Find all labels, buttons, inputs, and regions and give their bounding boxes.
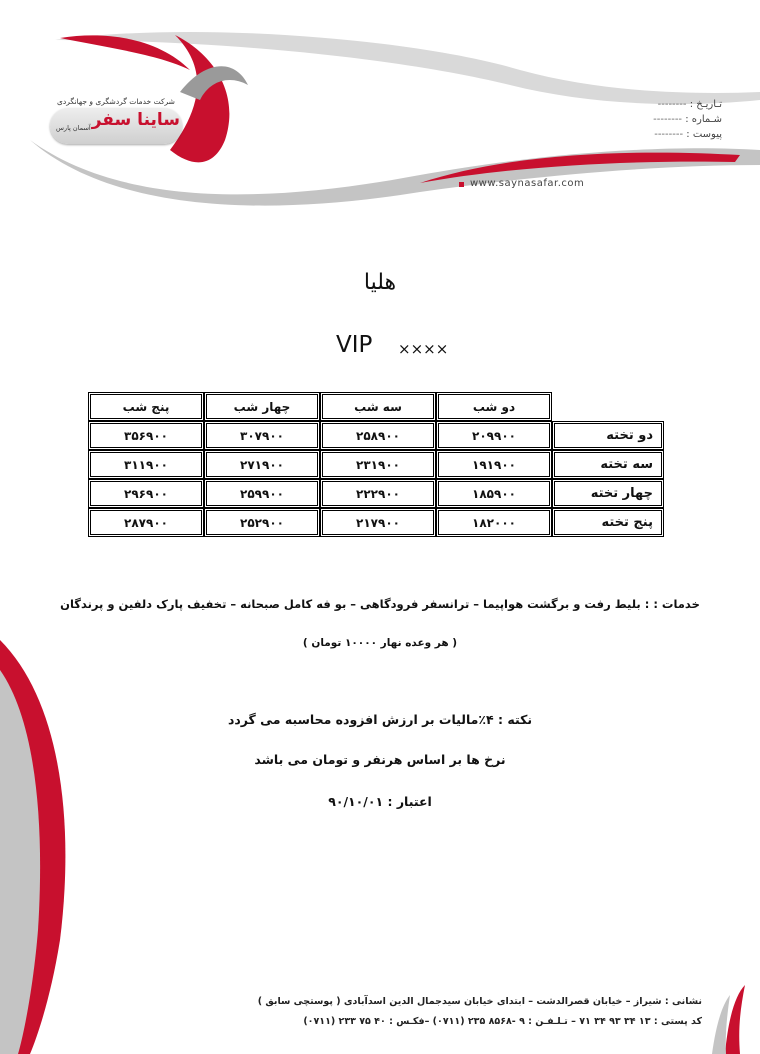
attachment-label: پیوست : xyxy=(686,129,722,140)
number-value: -------- xyxy=(653,114,683,125)
header-gray-swoosh-top xyxy=(55,32,760,104)
vip-label: VIP xyxy=(336,332,373,358)
attachment-value: -------- xyxy=(654,129,684,140)
price-cell: ۳۱۱۹۰۰ xyxy=(88,450,204,479)
number-label: شـماره : xyxy=(685,114,722,125)
tax-note: نکته : ۴٪مالیات بر ارزش افزوده محاسبه می گردد xyxy=(227,712,533,727)
price-cell: ۲۵۸۹۰۰ xyxy=(320,421,436,450)
website-bullet xyxy=(459,182,464,187)
price-cell: ۲۷۱۹۰۰ xyxy=(204,450,320,479)
table-header-row xyxy=(88,392,664,421)
lunch-note: ( هر وعده نهار ۱۰۰۰۰ تومان ) xyxy=(302,637,458,649)
price-cell: ۲۸۷۹۰۰ xyxy=(88,508,204,537)
website-link[interactable]: www.saynasafar.com xyxy=(470,178,585,189)
star-rating: ×××× xyxy=(398,340,449,358)
company-tagline: شرکت خدمات گردشگری و جهانگردی xyxy=(57,97,175,106)
price-table xyxy=(88,392,664,537)
table-row xyxy=(88,450,664,479)
table-row xyxy=(88,479,664,508)
footer-address: نشانی : شیراز – خیابان قصرالدشت – ابتدای خیابان سیدجمال الدین اسدآبادی ( پوستچی سابق ) xyxy=(257,996,702,1007)
price-cell: ۲۱۷۹۰۰ xyxy=(320,508,436,537)
corner-cell xyxy=(552,392,664,421)
table-row xyxy=(88,508,664,537)
price-cell: ۱۹۱۹۰۰ xyxy=(436,450,552,479)
price-cell: ۱۸۲۰۰۰ xyxy=(436,508,552,537)
price-cell: ۲۰۹۹۰۰ xyxy=(436,421,552,450)
row-label: چهار تخته xyxy=(552,479,664,508)
date-line xyxy=(602,99,722,110)
row-label: پنج تخته xyxy=(552,508,664,537)
table-row xyxy=(88,421,664,450)
price-cell: ۲۹۶۹۰۰ xyxy=(88,479,204,508)
price-cell: ۲۳۱۹۰۰ xyxy=(320,450,436,479)
price-cell: ۱۸۵۹۰۰ xyxy=(436,479,552,508)
footer-contact: کد پستی : ۱۳ ۳۴ ۹۳ ۳۴ ۷۱ – تـلـفـن : ۹ -۸۵۶۸ ۲۳۵ (۰۷۱۱) –فکـس : ۴۰ ۷۵ ۲۳۳ (۰۷۱۱) xyxy=(303,1016,702,1027)
number-line xyxy=(602,114,722,125)
price-cell: ۲۲۲۹۰۰ xyxy=(320,479,436,508)
row-label: دو تخته xyxy=(552,421,664,450)
company-subname: آسمان پارس xyxy=(56,124,91,132)
column-header: سه شب xyxy=(320,392,436,421)
services-line: خدمات : : بلیط رفت و برگشت هواپیما – ترانسفر فرودگاهی – بو فه کامل صبحانه – تخفیف پارک دلفین و پرندگان xyxy=(60,597,700,611)
column-header: چهار شب xyxy=(204,392,320,421)
column-header: دو شب xyxy=(436,392,552,421)
price-cell: ۳۵۶۹۰۰ xyxy=(88,421,204,450)
date-value: -------- xyxy=(657,99,687,110)
company-name: ساینا سفر xyxy=(91,110,180,130)
header-gray-swoosh xyxy=(30,140,760,206)
validity-note: اعتبار : ۹۰/۱۰/۰۱ xyxy=(328,794,432,809)
column-header: پنج شب xyxy=(88,392,204,421)
row-label: سه تخته xyxy=(552,450,664,479)
price-cell: ۲۵۹۹۰۰ xyxy=(204,479,320,508)
price-cell: ۲۵۲۹۰۰ xyxy=(204,508,320,537)
attachment-line xyxy=(602,129,722,140)
hotel-title: هلیا xyxy=(363,270,397,295)
price-cell: ۳۰۷۹۰۰ xyxy=(204,421,320,450)
date-label: تـاریـخ : xyxy=(689,99,722,110)
rates-note: نرخ ها بر اساس هرنفر و تومان می باشد xyxy=(254,752,506,767)
footer-red-accent xyxy=(725,985,745,1054)
